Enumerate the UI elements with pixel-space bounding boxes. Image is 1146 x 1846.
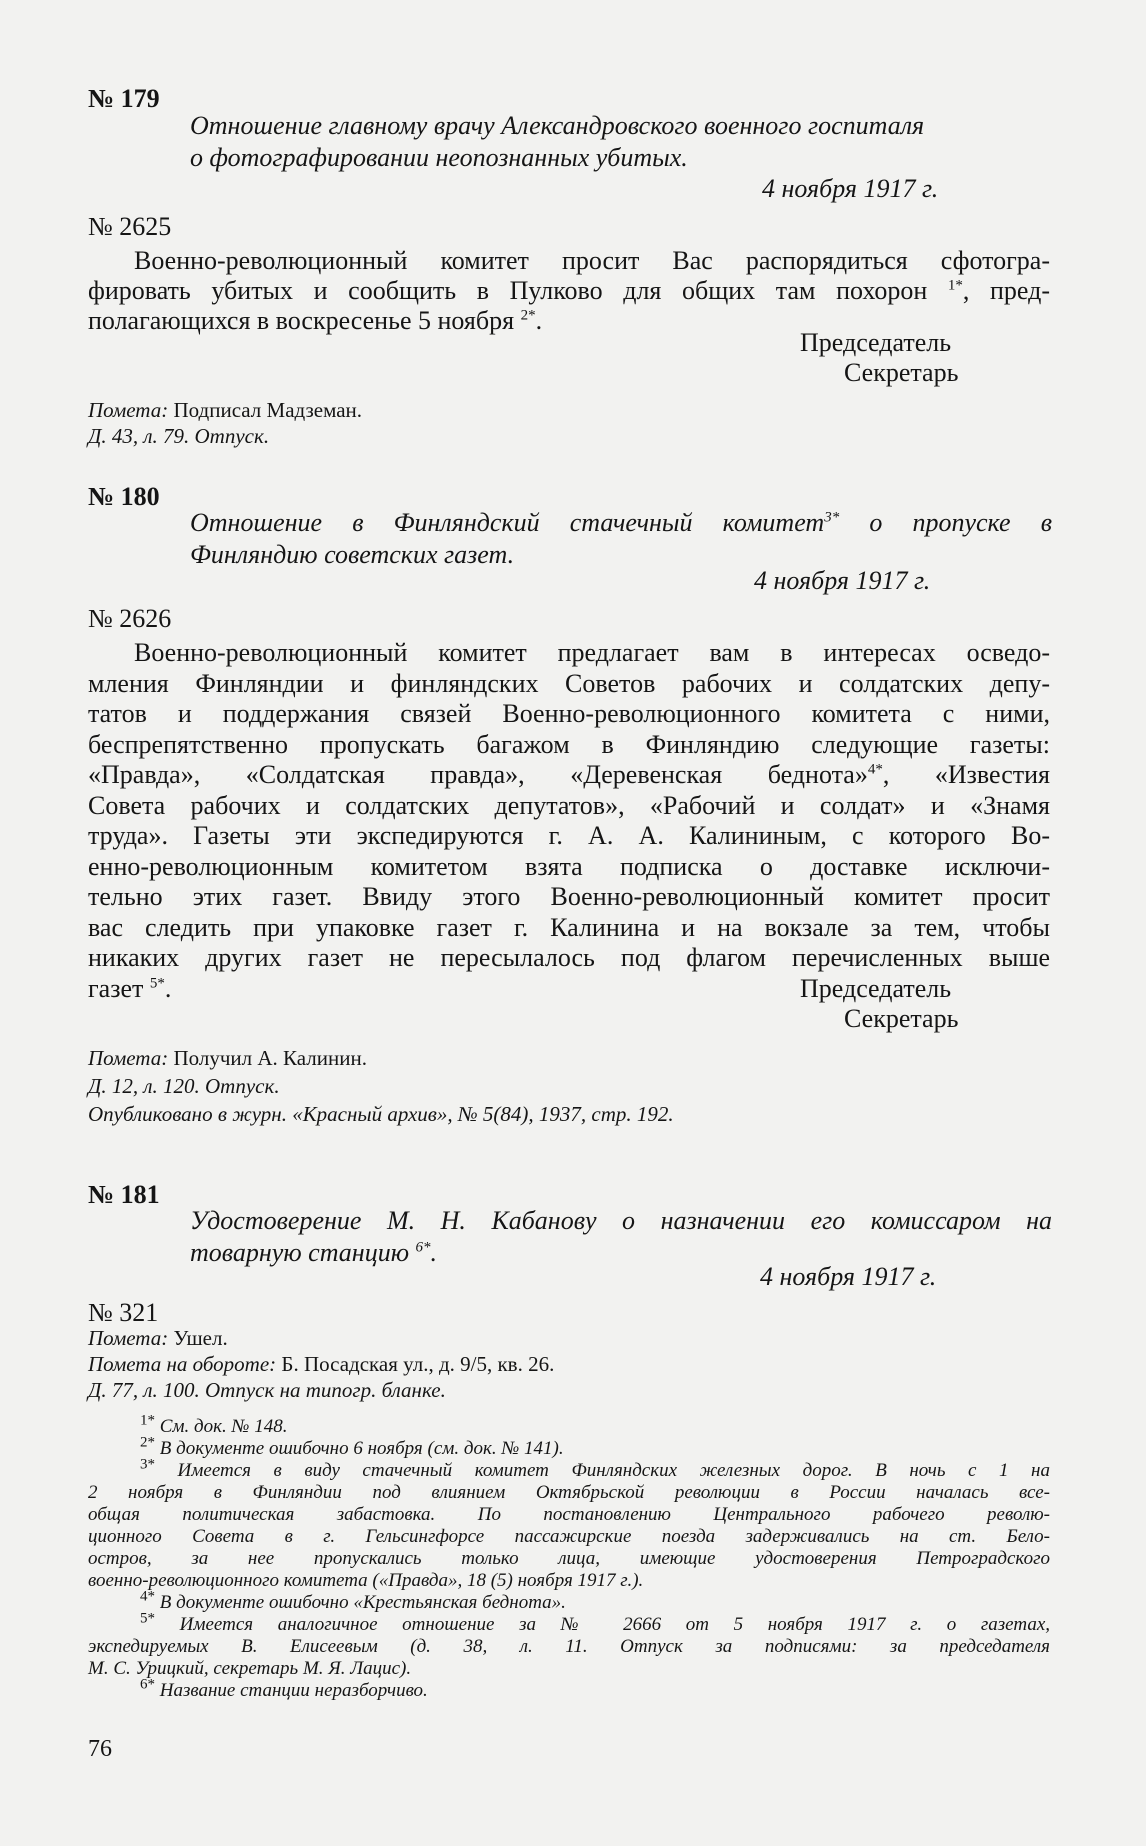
footnote-4: $^{4*}$ В документе ошибочно «Крестьянская беднота». <box>140 1588 566 1613</box>
footnote-6: $^{6*}$ Название станции неразборчиво. <box>140 1676 428 1701</box>
doc-180-body-line: газет $^{5*}$. <box>88 973 172 1003</box>
doc-179-body-line: полагающихся в воскресенье 5 ноября $^{2*}$. <box>88 306 543 335</box>
doc-181-title-line: Удостоверение М. Н. Кабанову о назначении его комиссаром на <box>190 1206 1052 1235</box>
doc-180-body-line: мления Финляндии и финляндских Советов рабочих и солдатских депу- <box>88 668 1050 698</box>
doc-179-number: № 179 <box>88 84 160 113</box>
doc-179-sign-chairman: Председатель <box>800 328 952 357</box>
doc-180-body-line: Военно-революционный комитет предлагает вам в интересах осведо- <box>134 638 1050 667</box>
doc-181-outgoing-number: № 321 <box>88 1298 159 1327</box>
footnote-2: $^{2*}$ В документе ошибочно 6 ноября (см. док. № 141). <box>140 1434 564 1459</box>
doc-180-body-line: вас следить при упаковке газет г. Калинина и на вокзале за тем, чтобы <box>88 912 1050 942</box>
note-label: Помета: <box>88 1326 169 1350</box>
footnote-5: $^{5*}$ Имеется аналогичное отношение за № 2666 от 5 ноября 1917 г. о газетах, экспедируемых В. Елисеевым (д. 38, л. 11. Отпуск за подписями: за председателя М. С. Урицкий, секретарь М. Я. Лацис). <box>88 1610 1051 1679</box>
doc-179-outgoing-number: № 2625 <box>88 212 172 241</box>
note-text: Ушел. <box>173 1326 228 1350</box>
doc-179-date: 4 ноября 1917 г. <box>762 174 939 203</box>
doc-179-note <box>88 398 362 423</box>
doc-180-body-line: тельно этих газет. Ввиду этого Военно-революционный комитет просит <box>88 882 1050 911</box>
doc-180-body-line: никаких других газет не пересылалось под флагом перечисленных выше <box>88 943 1050 972</box>
doc-180-sign-secretary: Секретарь <box>844 1004 959 1033</box>
doc-180-title-line: Отношение в Финляндский стачечный комитет$^{3*}$ о пропуске в <box>190 508 1053 537</box>
doc-180-date: 4 ноября 1917 г. <box>754 566 931 595</box>
doc-180-published: Опубликовано в журн. «Красный архив», № 5(84), 1937, стр. 192. <box>88 1102 674 1126</box>
doc-179-archive: Д. 43, л. 79. Отпуск. <box>88 424 270 448</box>
doc-180-outgoing-number: № 2626 <box>88 604 172 633</box>
doc-180-title-line: Финляндию советских газет. <box>190 540 515 569</box>
doc-181-number: № 181 <box>88 1180 160 1209</box>
doc-180-archive: Д. 12, л. 120. Отпуск. <box>88 1074 280 1098</box>
doc-180-body-line: труда». Газеты эти экспедируются г. А. А. Калининым, с которого Во- <box>88 821 1050 850</box>
doc-181-note <box>88 1326 228 1351</box>
doc-180-number: № 180 <box>88 482 160 511</box>
doc-179-body-line: фировать убитых и сообщить в Пулково для общих там похорон $^{1*}$, пред- <box>88 276 1051 305</box>
doc-181-note-reverse <box>88 1352 554 1377</box>
note-label: Помета на обороте: <box>88 1352 277 1376</box>
doc-179-sign-secretary: Секретарь <box>844 358 959 387</box>
doc-180-body <box>88 638 1050 1004</box>
doc-180-sign-chairman: Председатель <box>800 974 952 1003</box>
doc-180-note <box>88 1046 367 1071</box>
page-number: 76 <box>88 1736 112 1762</box>
doc-180-body-line: татов и поддержания связей Военно-революционного комитета с ними, <box>88 699 1050 728</box>
footnotes <box>88 1412 1051 1702</box>
footnote-1: $^{1*}$ См. док. № 148. <box>140 1412 288 1437</box>
doc-179-body-line: Военно-революционный комитет просит Вас распорядиться сфотогра- <box>134 246 1050 275</box>
note-text: Получил А. Калинин. <box>173 1046 367 1070</box>
note-text: Подписал Мадземан. <box>173 398 363 422</box>
doc-180-body-line: «Правда», «Солдатская правда», «Деревенская беднота»$^{4*}$, «Известия <box>88 760 1050 789</box>
note-label: Помета: <box>88 398 169 422</box>
doc-180-body-line: Совета рабочих и солдатских депутатов», «Рабочий и солдат» и «Знамя <box>88 790 1050 820</box>
note-label: Помета: <box>88 1046 169 1070</box>
doc-181-date: 4 ноября 1917 г. <box>760 1262 937 1291</box>
doc-179-title <box>190 110 924 174</box>
footnote-3: $^{3*}$ Имеется в виду стачечный комитет Финляндских железных дорог. В ночь с 1 на 2 ноября в Финляндии под влиянием Октябрьской революции в России началась все- общая политическая забастовка. По постановлению Центрального рабочего револю- ционного Совета в г. Гельсингфорсе пассажирские поезда задерживались на ст. Бело- остров, за нее пропускались только лица, имеющие удостоверения Петроградского военно-революционного комитета («Правда», 18 (5) ноября 1917 г.). <box>88 1456 1050 1591</box>
doc-181-archive: Д. 77, л. 100. Отпуск на типогр. бланке. <box>88 1378 446 1402</box>
note-text: Б. Посадская ул., д. 9/5, кв. 26. <box>281 1352 555 1376</box>
doc-179-title-line: Отношение главному врачу Александровского военного госпиталя <box>190 111 925 140</box>
doc-180-body-line: беспрепятственно пропускать багажом в Финляндию следующие газеты: <box>88 729 1050 759</box>
doc-180-body-line: енно-революционным комитетом взята подписка о доставке исключи- <box>88 851 1050 881</box>
doc-179-body <box>88 246 1050 336</box>
doc-179-title-line: о фотографировании неопознанных убитых. <box>190 143 688 172</box>
doc-181-title-line: товарную станцию $^{6*}$. <box>190 1238 438 1267</box>
